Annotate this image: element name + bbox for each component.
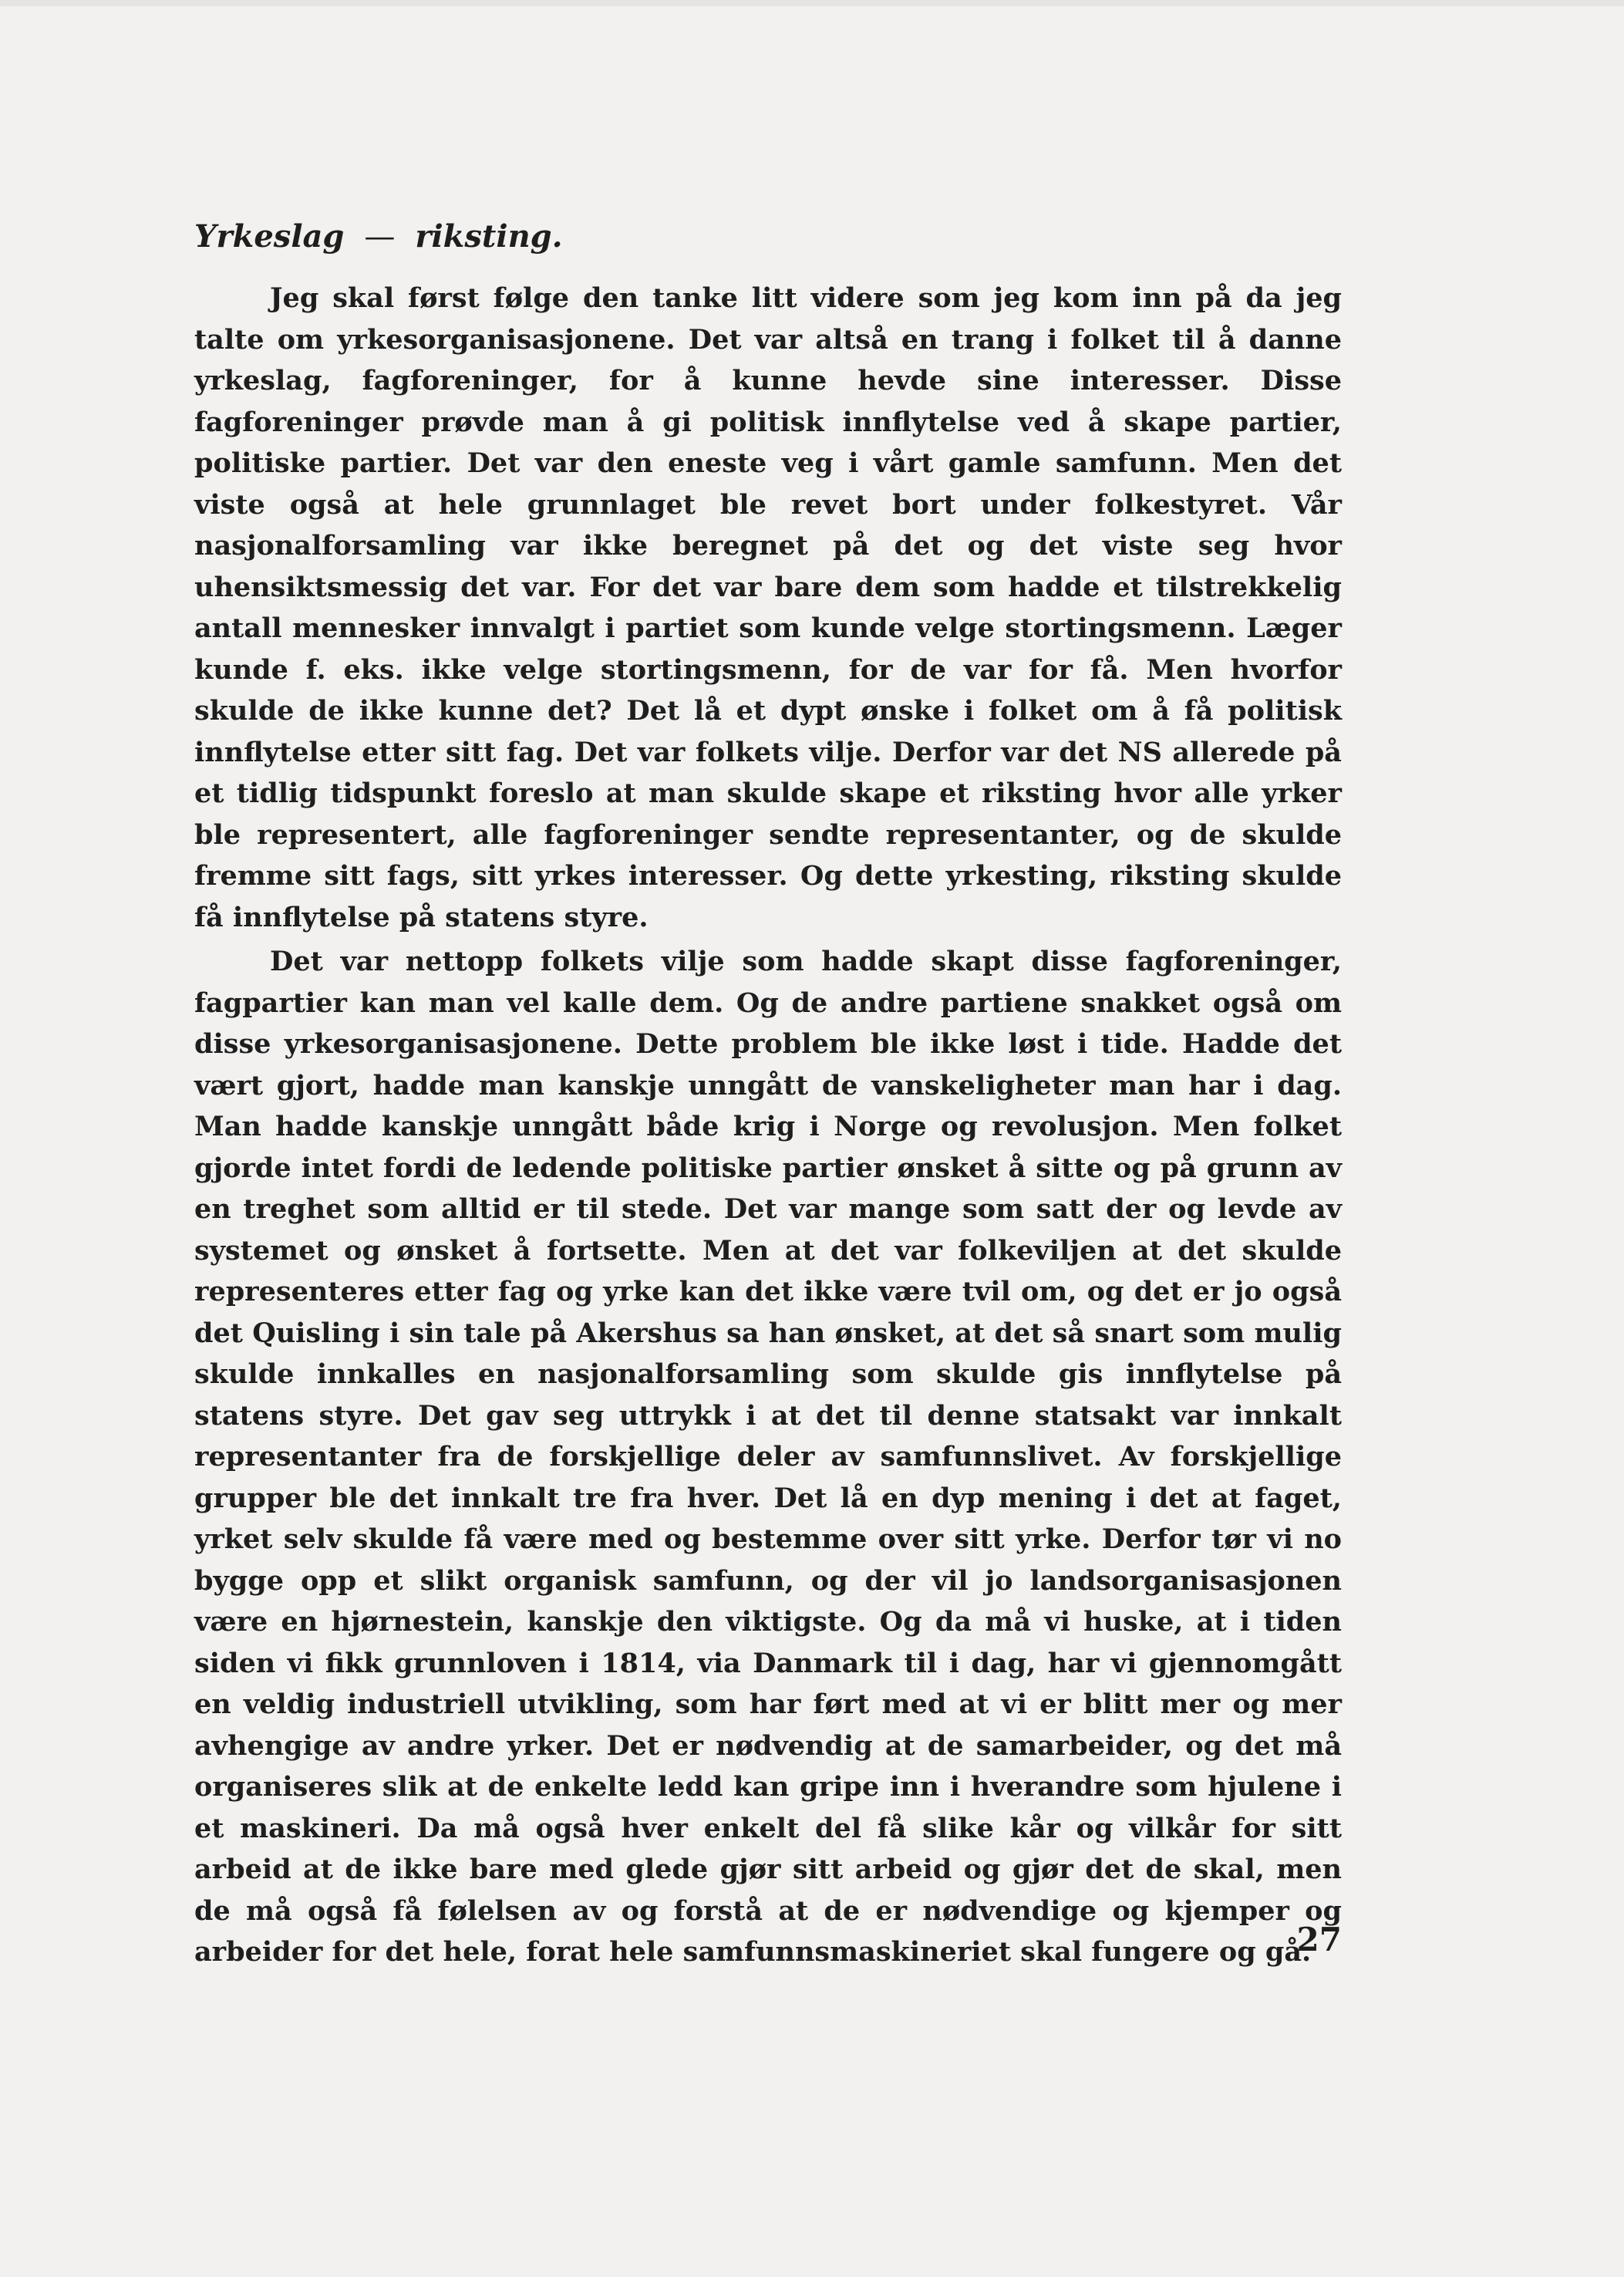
paragraph-2: Det var nettopp folkets vilje som hadde skapt disse fagforeninger, fagpartier kan man vel kalle dem. Og de andre partiene snakket også om disse yrkesorganisasjonene. Dette problem ble ikke løst i tide. Hadde det vært gjort, hadde man kanskje unngått de vanskeligheter man har i dag. Man hadde kanskje unngått både krig i Norge og revolusjon. Men folket gjorde intet fordi de ledende politiske partier ønsket å sitte og på grunn av en treghet som alltid er til stede. Det var mange som satt der og levde av systemet og ønsket å fortsette. Men at det var folkeviljen at det skulde representeres etter fag og yrke kan det ikke være tvil om, og det er jo også det Quisling i sin tale på Akershus sa han ønsket, at det så snart som mulig skulde innkalles en nasjonalforsamling som skulde gis innflytelse på statens styre. Det gav seg uttrykk i at det til denne statsakt var innkalt representanter fra de forskjellige deler av samfunnslivet. Av forskjellige grupper ble det innkalt tre fra hver. Det lå en dyp mening i det at faget, yrket selv skulde få være med og bestemme over sitt yrke. Derfor tør vi no bygge opp et slikt organisk samfunn, og der vil jo landsorganisasjonen være en hjørnestein, kanskje den viktigste. Og da må vi huske, at i tiden siden vi fikk grunnloven i 1814, via Danmark til i dag, har vi gjennomgått en veldig industriell utvikling, som har ført med at vi er blitt mer og mer avhengige av andre yrker. Det er nødvendig at de samarbeider, og det må organiseres slik at de enkelte ledd kan gripe inn i hverandre som hjulene i et maskineri. Da må også hver enkelt del få slike kår og vilkår for sitt arbeid at de ikke bare med glede gjør sitt arbeid og gjør det de skal, men de må også få følelsen av og forstå at de er nødvendige og kjemper og arbeider for det hele, forat hele samfunnsmaskineriet skal fungere og gå.	[194, 946, 1342, 1968]
body-text	[194, 218, 1342, 1973]
heading-part-1: Yrkeslag	[194, 218, 345, 255]
section-heading	[194, 218, 1342, 256]
heading-dash: —	[364, 219, 396, 255]
page-number: 27	[1296, 1921, 1342, 1958]
paragraph-1: Jeg skal først følge den tanke litt videre som jeg kom inn på da jeg talte om yrkesorganisasjonene. Det var altså en trang i folket til å danne yrkeslag, fagforeninger, for å kunne hevde sine interesser. Disse fagforeninger prøvde man å gi politisk innflytelse ved å skape partier, politiske partier. Det var den eneste veg i vårt gamle samfunn. Men det viste også at hele grunnlaget ble revet bort under folkestyret. Vår nasjonalforsamling var ikke beregnet på det og det viste seg hvor uhensiktsmessig det var. For det var bare dem som hadde et tilstrekkelig antall mennesker innvalgt i partiet som kunde velge stortingsmenn. Læger kunde f. eks. ikke velge stortingsmenn, for de var for få. Men hvorfor skulde de ikke kunne det? Det lå et dypt ønske i folket om å få politisk innflytelse etter sitt fag. Det var folkets vilje. Derfor var det NS allerede på et tidlig tidspunkt foreslo at man skulde skape et riksting hvor alle yrker ble representert, alle fagforeninger sendte representanter, og de skulde fremme sitt fags, sitt yrkes interesser. Og dette yrkesting, riksting skulde få innflytelse på statens styre.	[194, 282, 1342, 933]
heading-part-2: riksting.	[415, 218, 563, 255]
scan-edge	[0, 0, 1624, 6]
